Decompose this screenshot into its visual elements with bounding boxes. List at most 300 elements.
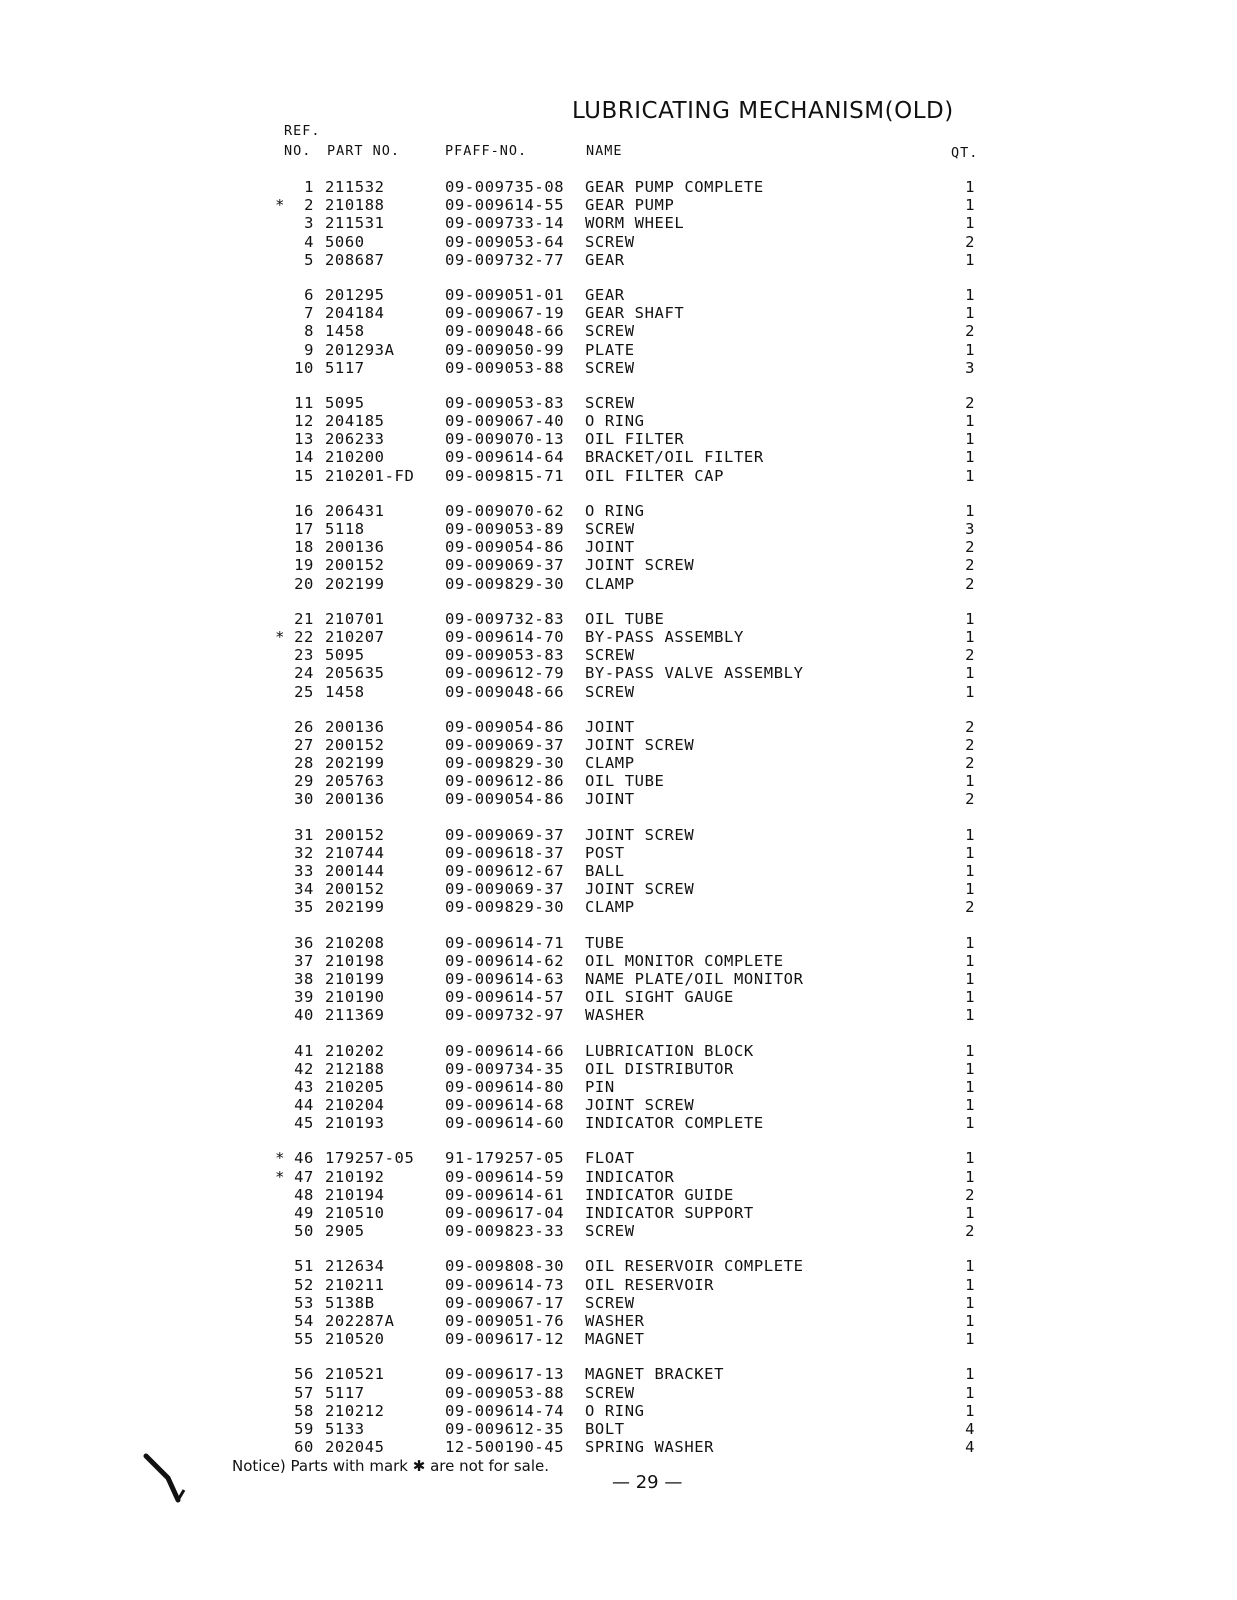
table-row (0, 844, 1237, 862)
part-no: 5095 (325, 646, 365, 665)
part-no: 211369 (325, 1006, 385, 1025)
ref-no: 17 (294, 520, 314, 538)
quantity: 1 (965, 682, 975, 701)
part-no: 212634 (325, 1257, 385, 1276)
ref-no: 48 (294, 1185, 314, 1204)
quantity: 1 (965, 250, 975, 269)
part-no: 5117 (325, 358, 365, 377)
ref-no: 50 (294, 1222, 314, 1241)
part-no: 202045 (325, 1438, 385, 1457)
quantity: 4 (965, 1438, 975, 1457)
quantity: 1 (965, 412, 975, 431)
part-name: INDICATOR GUIDE (585, 1185, 734, 1204)
quantity: 1 (965, 1114, 975, 1133)
ref-no: 3 (304, 214, 314, 233)
table-row (0, 826, 1237, 844)
quantity: 1 (965, 1059, 975, 1078)
ref-no: 35 (294, 898, 314, 917)
table-row (0, 988, 1237, 1006)
quantity: 2 (965, 1222, 975, 1241)
part-no: 200152 (325, 735, 385, 754)
ref-no: 41 (294, 1041, 314, 1060)
part-no: 205635 (325, 664, 385, 683)
quantity: 2 (965, 393, 975, 412)
ref-no: 51 (294, 1257, 314, 1276)
pfaff-no: 09-009815-71 (445, 466, 565, 485)
part-no: 210204 (325, 1096, 385, 1115)
table-row (0, 898, 1237, 916)
table-row (0, 1042, 1237, 1060)
part-name: JOINT (585, 717, 635, 736)
pfaff-no: 09-009054-86 (445, 538, 565, 557)
part-no: 210521 (325, 1365, 385, 1384)
part-name: PLATE (585, 340, 635, 359)
ref-no: 4 (304, 232, 314, 251)
pfaff-no: 09-009053-64 (445, 232, 565, 251)
table-row (0, 214, 1237, 232)
not-for-sale-mark: * (275, 1149, 285, 1168)
ref-no: 25 (294, 682, 314, 701)
table-row (0, 1114, 1237, 1132)
ref-no: 10 (294, 358, 314, 377)
quantity: 1 (965, 214, 975, 233)
parts-list (0, 178, 1237, 1456)
group-spacer (0, 593, 1237, 610)
table-row (0, 952, 1237, 970)
notice-text: Notice) Parts with mark ✱ are not for sale. (232, 1457, 550, 1475)
quantity: 2 (965, 538, 975, 557)
pfaff-no: 09-009617-12 (445, 1330, 565, 1349)
part-no: 210520 (325, 1330, 385, 1349)
table-row (0, 970, 1237, 988)
pfaff-no: 09-009614-64 (445, 448, 565, 467)
part-no: 200136 (325, 790, 385, 809)
part-name: SCREW (585, 646, 635, 665)
quantity: 1 (965, 196, 975, 215)
quantity: 1 (965, 951, 975, 970)
part-name: OIL DISTRIBUTOR (585, 1059, 734, 1078)
ref-no: 23 (294, 646, 314, 665)
part-name: SCREW (585, 1293, 635, 1312)
part-no: 202287A (325, 1311, 395, 1330)
quantity: 1 (965, 1149, 975, 1168)
quantity: 2 (965, 1185, 975, 1204)
table-row (0, 772, 1237, 790)
part-no: 201293A (325, 340, 395, 359)
quantity: 1 (965, 862, 975, 880)
quantity: 1 (965, 1204, 975, 1222)
ref-no: 28 (294, 754, 314, 773)
part-name: OIL FILTER CAP (585, 466, 725, 485)
pfaff-no: 09-009614-61 (445, 1185, 565, 1204)
part-name: GEAR SHAFT (585, 304, 685, 323)
quantity: 1 (965, 1257, 975, 1276)
table-row (0, 754, 1237, 772)
part-name: BY-PASS ASSEMBLY (585, 627, 744, 646)
ref-no: 37 (294, 951, 314, 970)
part-no: 202199 (325, 754, 385, 773)
part-name: GEAR (585, 285, 625, 304)
group-spacer (0, 1348, 1237, 1365)
pfaff-no: 09-009612-67 (445, 862, 565, 880)
quantity: 2 (965, 735, 975, 754)
part-name: WASHER (585, 1311, 645, 1330)
pfaff-no: 09-009823-33 (445, 1222, 565, 1241)
quantity: 2 (965, 232, 975, 251)
ref-no: 9 (304, 340, 314, 359)
quantity: 1 (965, 501, 975, 520)
part-name: BRACKET/OIL FILTER (585, 448, 764, 467)
quantity: 2 (965, 574, 975, 593)
part-name: O RING (585, 412, 645, 431)
part-no: 210193 (325, 1114, 385, 1133)
quantity: 2 (965, 556, 975, 575)
group-spacer (0, 1132, 1237, 1149)
part-name: BOLT (585, 1419, 625, 1438)
table-row (0, 1204, 1237, 1222)
part-no: 201295 (325, 285, 385, 304)
quantity: 1 (965, 304, 975, 323)
part-no: 210199 (325, 969, 385, 988)
quantity: 1 (965, 1330, 975, 1349)
pfaff-no: 09-009612-86 (445, 772, 565, 791)
part-name: JOINT SCREW (585, 556, 695, 575)
page-number: — 29 — (612, 1472, 683, 1493)
part-name: OIL RESERVOIR COMPLETE (585, 1257, 804, 1276)
quantity: 1 (965, 825, 975, 844)
table-row (0, 304, 1237, 322)
table-row (0, 1294, 1237, 1312)
ref-no: 34 (294, 880, 314, 899)
group-spacer (0, 701, 1237, 718)
part-no: 212188 (325, 1059, 385, 1078)
part-name: TUBE (585, 933, 625, 952)
quantity: 1 (965, 988, 975, 1007)
part-name: WORM WHEEL (585, 214, 685, 233)
part-name: FLOAT (585, 1149, 635, 1168)
pfaff-no: 09-009829-30 (445, 574, 565, 593)
part-name: INDICATOR SUPPORT (585, 1204, 754, 1222)
group-spacer (0, 1025, 1237, 1042)
quantity: 2 (965, 754, 975, 773)
ref-no: 39 (294, 988, 314, 1007)
quantity: 1 (965, 430, 975, 449)
table-row (0, 520, 1237, 538)
part-no: 2905 (325, 1222, 365, 1241)
part-name: SCREW (585, 1222, 635, 1241)
pfaff-no: 09-009614-80 (445, 1077, 565, 1096)
table-row (0, 233, 1237, 251)
table-row (0, 880, 1237, 898)
ref-no: 20 (294, 574, 314, 593)
pfaff-no: 09-009614-73 (445, 1275, 565, 1294)
part-name: SCREW (585, 358, 635, 377)
ref-no: 55 (294, 1330, 314, 1349)
table-row (0, 196, 1237, 214)
part-name: SCREW (585, 520, 635, 538)
pfaff-no: 09-009614-70 (445, 627, 565, 646)
group-spacer (0, 269, 1237, 286)
part-name: OIL FILTER (585, 430, 685, 449)
quantity: 1 (965, 340, 975, 359)
part-no: 210207 (325, 627, 385, 646)
part-no: 1458 (325, 322, 365, 341)
table-row (0, 467, 1237, 485)
pfaff-no: 09-009614-60 (445, 1114, 565, 1133)
pfaff-no: 09-009614-68 (445, 1096, 565, 1115)
part-no: 211532 (325, 178, 385, 196)
ref-no: 47 (294, 1167, 314, 1186)
ref-no: 19 (294, 556, 314, 575)
pfaff-no: 91-179257-05 (445, 1149, 565, 1168)
ref-no: 18 (294, 538, 314, 557)
pfaff-no: 09-009050-99 (445, 340, 565, 359)
pfaff-no: 09-009069-37 (445, 880, 565, 899)
ref-no: 6 (304, 285, 314, 304)
ref-no: 30 (294, 790, 314, 809)
table-row (0, 412, 1237, 430)
pfaff-no: 09-009051-76 (445, 1311, 565, 1330)
quantity: 1 (965, 1167, 975, 1186)
table-row (0, 1168, 1237, 1186)
ref-no: 57 (294, 1383, 314, 1402)
part-name: JOINT (585, 790, 635, 809)
table-row (0, 1060, 1237, 1078)
ref-no: 38 (294, 969, 314, 988)
table-row (0, 1257, 1237, 1275)
part-name: NAME PLATE/OIL MONITOR (585, 969, 804, 988)
ref-no: 16 (294, 501, 314, 520)
quantity: 1 (965, 1006, 975, 1025)
quantity: 1 (965, 285, 975, 304)
part-no: 204185 (325, 412, 385, 431)
table-row (0, 341, 1237, 359)
pfaff-no: 12-500190-45 (445, 1438, 565, 1457)
pfaff-no: 09-009054-86 (445, 717, 565, 736)
pfaff-no: 09-009618-37 (445, 843, 565, 862)
ref-no: 12 (294, 412, 314, 431)
part-name: POST (585, 843, 625, 862)
pfaff-no: 09-009069-37 (445, 825, 565, 844)
pfaff-no: 09-009614-59 (445, 1167, 565, 1186)
part-no: 211531 (325, 214, 385, 233)
quantity: 1 (965, 609, 975, 628)
pfaff-no: 09-009067-19 (445, 304, 565, 323)
quantity: 1 (965, 178, 975, 196)
part-name: OIL SIGHT GAUGE (585, 988, 734, 1007)
ref-no: 11 (294, 393, 314, 412)
part-name: OIL MONITOR COMPLETE (585, 951, 784, 970)
part-no: 210192 (325, 1167, 385, 1186)
pfaff-no: 09-009048-66 (445, 322, 565, 341)
quantity: 1 (965, 1041, 975, 1060)
table-row (0, 322, 1237, 340)
part-no: 200152 (325, 556, 385, 575)
margin-pen-mark (138, 1438, 208, 1518)
ref-no: 42 (294, 1059, 314, 1078)
pfaff-no: 09-009070-13 (445, 430, 565, 449)
quantity: 3 (965, 358, 975, 377)
pfaff-no: 09-009048-66 (445, 682, 565, 701)
part-no: 200152 (325, 880, 385, 899)
quantity: 2 (965, 322, 975, 341)
part-no: 5095 (325, 393, 365, 412)
table-row (0, 1420, 1237, 1438)
quantity: 1 (965, 1311, 975, 1330)
ref-no: 60 (294, 1438, 314, 1457)
ref-no: 5 (304, 250, 314, 269)
table-row (0, 1186, 1237, 1204)
part-name: GEAR (585, 250, 625, 269)
quantity: 1 (965, 843, 975, 862)
quantity: 1 (965, 627, 975, 646)
quantity: 1 (965, 1077, 975, 1096)
ref-no: 40 (294, 1006, 314, 1025)
ref-no: 32 (294, 843, 314, 862)
quantity: 2 (965, 898, 975, 917)
part-no: 210212 (325, 1401, 385, 1420)
part-name: MAGNET BRACKET (585, 1365, 725, 1384)
part-no: 200136 (325, 538, 385, 557)
part-no: 208687 (325, 250, 385, 269)
part-no: 210194 (325, 1185, 385, 1204)
part-name: GEAR PUMP COMPLETE (585, 178, 764, 196)
pfaff-no: 09-009732-97 (445, 1006, 565, 1025)
pfaff-no: 09-009053-83 (445, 646, 565, 665)
part-name: BY-PASS VALVE ASSEMBLY (585, 664, 804, 683)
group-spacer (0, 377, 1237, 394)
part-no: 5133 (325, 1419, 365, 1438)
pfaff-no: 09-009614-66 (445, 1041, 565, 1060)
ref-no: 26 (294, 717, 314, 736)
part-no: 1458 (325, 682, 365, 701)
table-row (0, 538, 1237, 556)
part-name: OIL RESERVOIR (585, 1275, 715, 1294)
table-row (0, 1330, 1237, 1348)
not-for-sale-mark: * (275, 627, 285, 646)
table-row (0, 251, 1237, 269)
part-no: 5138B (325, 1293, 375, 1312)
part-no: 210744 (325, 843, 385, 862)
part-name: CLAMP (585, 574, 635, 593)
part-name: SCREW (585, 232, 635, 251)
ref-no: 8 (304, 322, 314, 341)
ref-no: 56 (294, 1365, 314, 1384)
pfaff-no: 09-009053-88 (445, 1383, 565, 1402)
part-no: 206431 (325, 501, 385, 520)
part-name: BALL (585, 862, 625, 880)
part-no: 210200 (325, 448, 385, 467)
table-row (0, 1222, 1237, 1240)
part-no: 200144 (325, 862, 385, 880)
table-row (0, 718, 1237, 736)
table-row (0, 628, 1237, 646)
quantity: 1 (965, 1293, 975, 1312)
table-row (0, 1384, 1237, 1402)
part-no: 205763 (325, 772, 385, 791)
quantity: 1 (965, 466, 975, 485)
ref-no: 43 (294, 1077, 314, 1096)
ref-no: 15 (294, 466, 314, 485)
header-name: NAME (586, 143, 623, 159)
quantity: 3 (965, 520, 975, 538)
table-row (0, 556, 1237, 574)
part-no: 210701 (325, 609, 385, 628)
pfaff-no: 09-009069-37 (445, 735, 565, 754)
part-name: LUBRICATION BLOCK (585, 1041, 754, 1060)
pfaff-no: 09-009733-14 (445, 214, 565, 233)
part-name: JOINT SCREW (585, 1096, 695, 1115)
ref-no: 53 (294, 1293, 314, 1312)
part-no: 200152 (325, 825, 385, 844)
ref-no: 49 (294, 1204, 314, 1222)
table-row (0, 178, 1237, 196)
part-no: 200136 (325, 717, 385, 736)
pfaff-no: 09-009070-62 (445, 501, 565, 520)
group-spacer (0, 917, 1237, 934)
part-name: SCREW (585, 322, 635, 341)
ref-no: 58 (294, 1401, 314, 1420)
part-no: 210201-FD (325, 466, 415, 485)
header-pfaff-no: PFAFF-NO. (445, 143, 528, 159)
part-no: 210198 (325, 951, 385, 970)
part-name: O RING (585, 1401, 645, 1420)
part-name: PIN (585, 1077, 615, 1096)
not-for-sale-mark: * (275, 1167, 285, 1186)
part-name: SCREW (585, 1383, 635, 1402)
part-no: 210510 (325, 1204, 385, 1222)
quantity: 1 (965, 969, 975, 988)
pfaff-no: 09-009732-83 (445, 609, 565, 628)
part-no: 206233 (325, 430, 385, 449)
quantity: 1 (965, 448, 975, 467)
table-row (0, 430, 1237, 448)
part-name: SCREW (585, 682, 635, 701)
table-row (0, 1149, 1237, 1167)
ref-no: 45 (294, 1114, 314, 1133)
ref-no: 22 (294, 627, 314, 646)
part-name: INDICATOR COMPLETE (585, 1114, 764, 1133)
header-ref-label: REF. (284, 123, 321, 139)
pfaff-no: 09-009617-13 (445, 1365, 565, 1384)
table-row (0, 394, 1237, 412)
part-name: JOINT (585, 538, 635, 557)
table-row (0, 1006, 1237, 1024)
part-no: 202199 (325, 574, 385, 593)
pfaff-no: 09-009614-57 (445, 988, 565, 1007)
pfaff-no: 09-009808-30 (445, 1257, 565, 1276)
part-name: OIL TUBE (585, 609, 665, 628)
part-name: CLAMP (585, 754, 635, 773)
pfaff-no: 09-009617-04 (445, 1204, 565, 1222)
not-for-sale-mark: * (275, 196, 285, 215)
ref-no: 33 (294, 862, 314, 880)
part-name: JOINT SCREW (585, 880, 695, 899)
table-row (0, 683, 1237, 701)
pfaff-no: 09-009053-83 (445, 393, 565, 412)
table-row (0, 1312, 1237, 1330)
part-name: WASHER (585, 1006, 645, 1025)
quantity: 1 (965, 1275, 975, 1294)
quantity: 1 (965, 880, 975, 899)
part-no: 210190 (325, 988, 385, 1007)
table-row (0, 1402, 1237, 1420)
ref-no: 46 (294, 1149, 314, 1168)
quantity: 2 (965, 646, 975, 665)
quantity: 2 (965, 790, 975, 809)
ref-no: 21 (294, 609, 314, 628)
part-no: 210202 (325, 1041, 385, 1060)
